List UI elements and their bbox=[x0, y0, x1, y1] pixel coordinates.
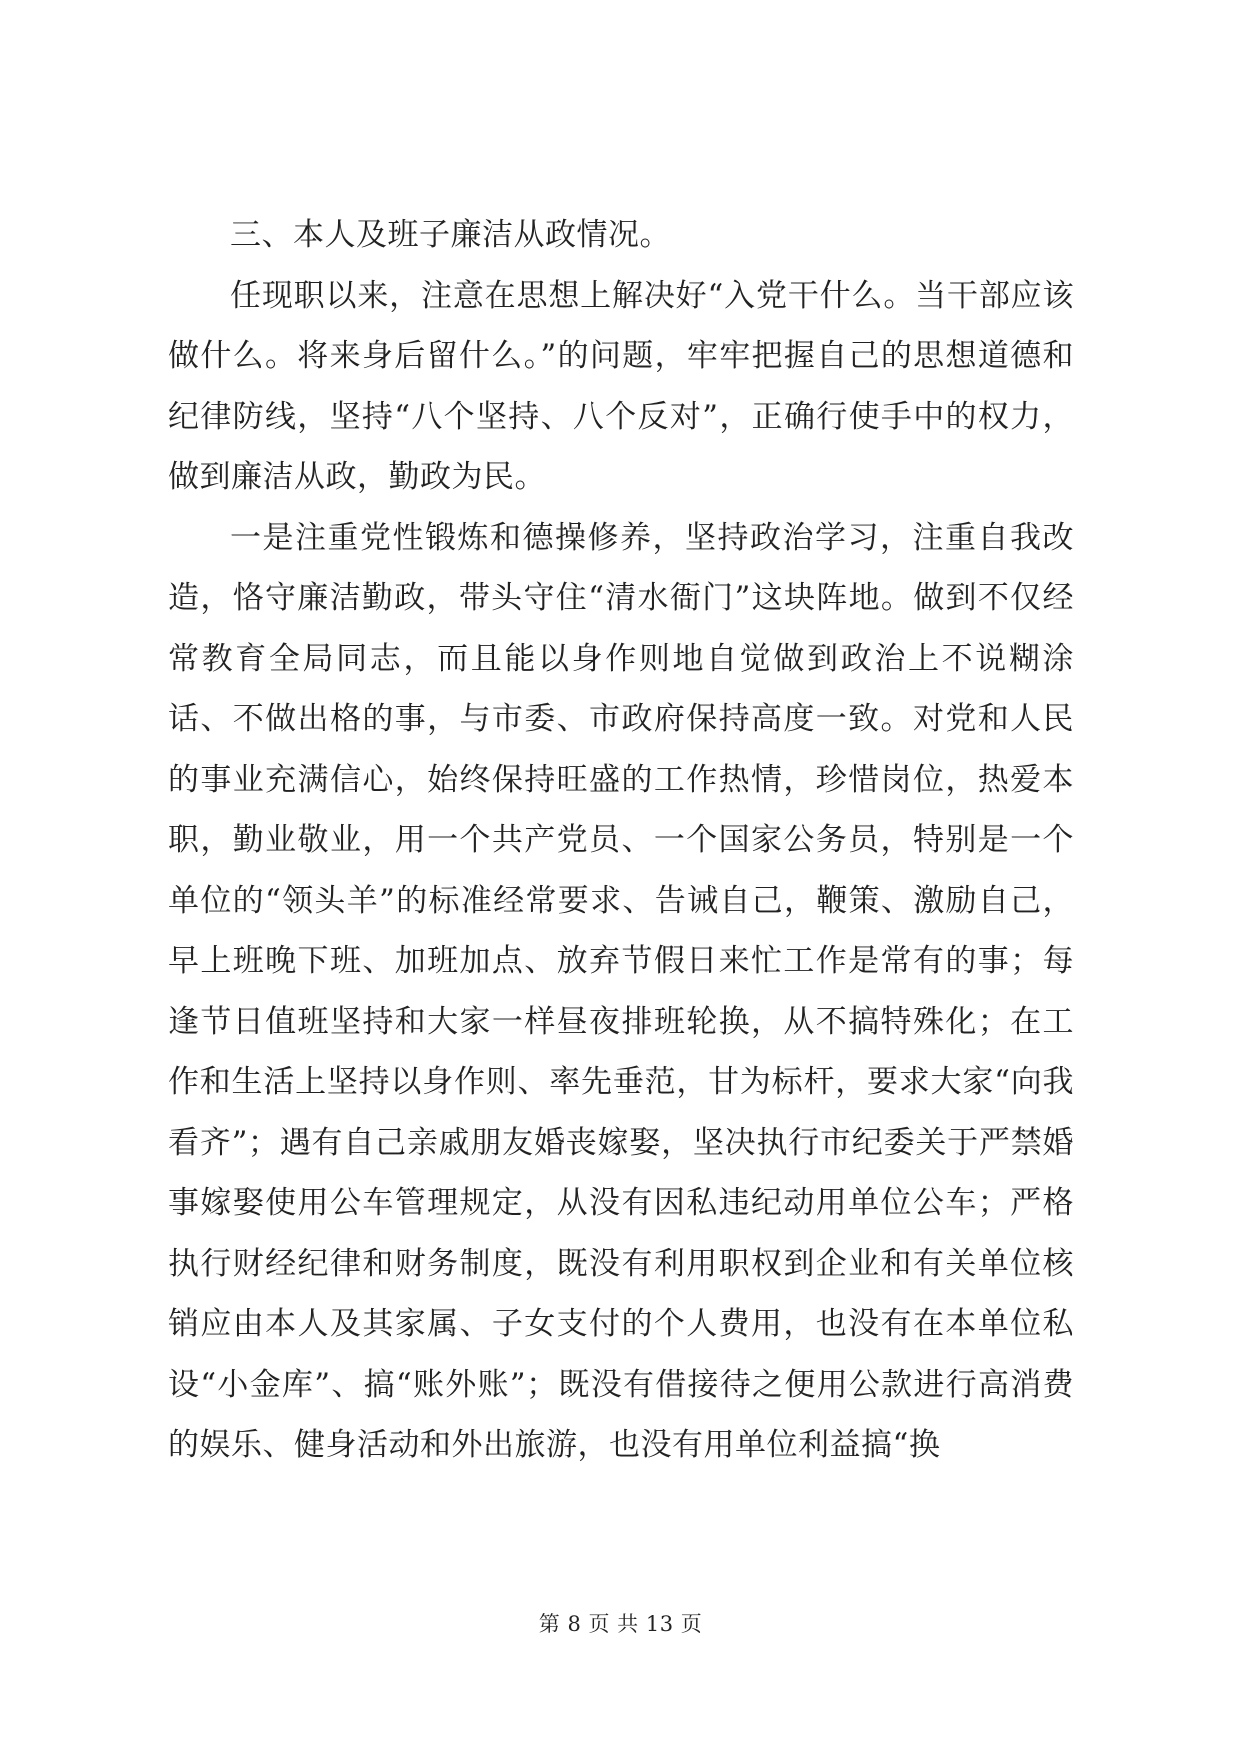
paragraph: 一是注重党性锻炼和德操修养，坚持政治学习，注重自我改造，恪守廉洁勤政，带头守住“清水衙门”这块阵地。做到不仅经常教育全局同志，而且能以身作则地自觉做到政治上不说糊涂话、不做出格的事，与市委、市政府保持高度一致。对党和人民的事业充满信心，始终保持旺盛的工作热情，珍惜岗位，热爱本职，勤业敬业，用一个共产党员、一个国家公务员，特别是一个单位的“领头羊”的标准经常要求、告诫自己，鞭策、激励自己，早上班晚下班、加班加点、放弃节假日来忙工作是常有的事；每逢节日值班坚持和大家一样昼夜排班轮换，从不搞特殊化；在工作和生活上坚持以身作则、率先垂范，甘为标杆，要求大家“向我看齐”；遇有自己亲戚朋友婚丧嫁娶，坚决执行市纪委关于严禁婚事嫁娶使用公车管理规定，从没有因私违纪动用单位公车；严格执行财经纪律和财务制度，既没有利用职权到企业和有关单位核销应由本人及其家属、子女支付的个人费用，也没有在本单位私设“小金库”、搞“账外账”；既没有借接待之便用公款进行高消费的娱乐、健身活动和外出旅游，也没有用单位利益搞“换 bbox=[168, 519, 1074, 1463]
document-body bbox=[168, 205, 1074, 1476]
paragraph: 任现职以来，注意在思想上解决好“入党干什么。当干部应该做什么。将来身后留什么。”的问题，牢牢把握自己的思想道德和纪律防线，坚持“八个坚持、八个反对”，正确行使手中的权力，做到廉洁从政，勤政为民。 bbox=[168, 277, 1074, 495]
page-footer: 第 8 页 共 13 页 bbox=[538, 1612, 703, 1636]
section-heading: 三、本人及班子廉洁从政情况。 bbox=[230, 217, 671, 253]
